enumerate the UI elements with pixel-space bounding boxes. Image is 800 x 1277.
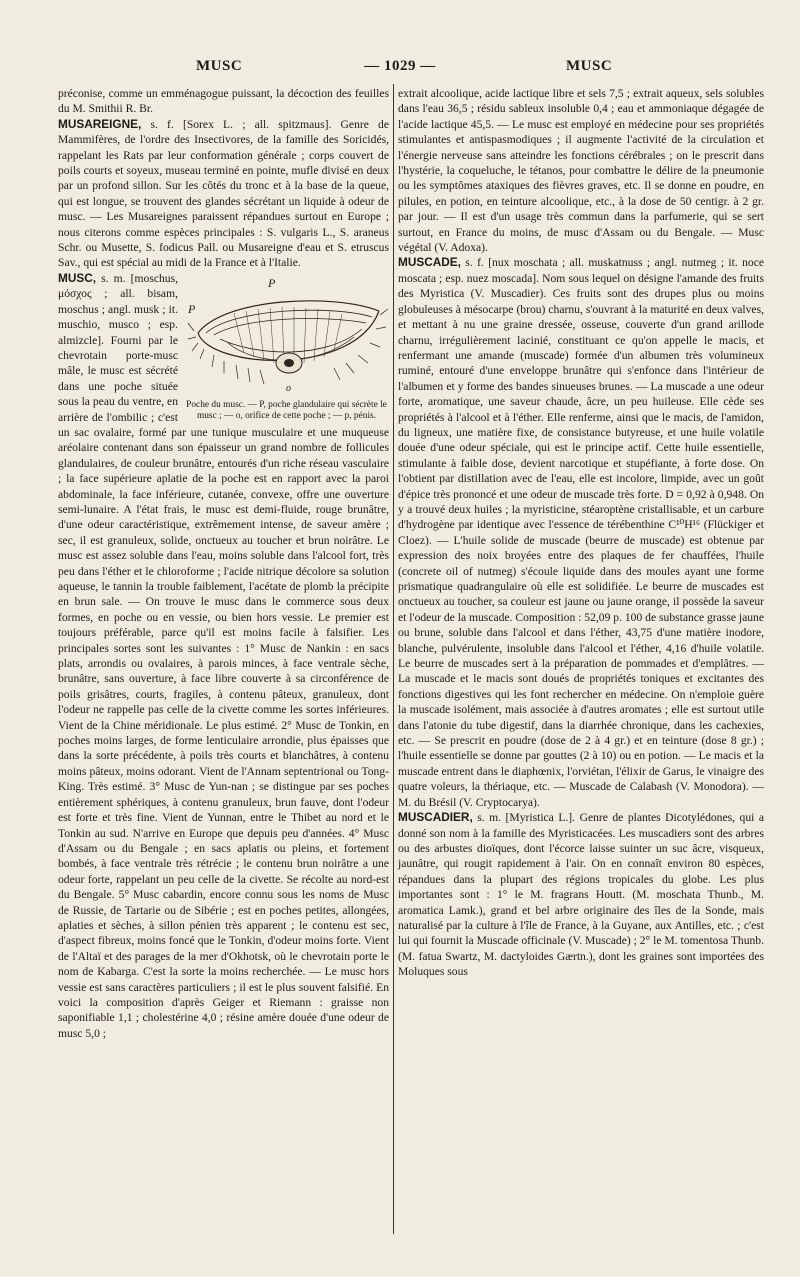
page-number: — 1029 — [364,58,436,74]
musk-pouch-illustration [184,273,389,398]
headword-musc: MUSC, [58,270,97,285]
left-column [58,86,389,1041]
figure-caption: Poche du musc. — P, poche glandulaire qui sécrète le musc ; — o, orifice de cette poche ; — p, pénis. [186,399,387,421]
headword-muscade: MUSCADE, [398,255,461,270]
entry-musc-continued: extrait alcoolique, acide lactique libre et sels 7,5 ; extrait aqueux, sels solubles dans l'eau 36,5 ; résidu sableux insoluble 0,4 ; eau et ammoniaque dégagée de l'acide lactique 45,5. — Le musc est employé en médecine pour ses propriétés stimulantes et antispasmodiques ; il augmente l'activité de la circulation et l'énergie nerveuse sans atteindre les fonctions cérébrales ; on le prescrit dans l'hystérie, la coqueluche, le tétanos, pour combattre le délire de la pneumonie ou les symptômes ataxiques des fièvres graves, etc. Il se donne en poudre, en pilules, en potion, en teinture alcoolique, etc., à la dose de 50 centigr. à 2 gr. par jour. — Il est d'un usage très commun dans la parfumerie, qui se sert surtout, en France du moins, de musc d'Assam ou du Bengale. — Musc végétal (V. Adoxa). [398,87,764,255]
headword-muscadier: MUSCADIER, [398,810,473,825]
entry-musareigne [58,117,389,271]
entry-muscadier [398,810,764,979]
running-head-right: MUSC [566,58,613,74]
definition-muscade: s. f. [nux moschata ; all. muskatnuss ; angl. nutmeg ; it. noce moscata ; esp. nuez moscada]. Nom sous lequel on désigne l'amande des fruits des Myristica (V. Muscadier). Ces fruits sont des drupes plus ou moins globuleuses à mésocarpe (brou) charnu, s'ouvrant à la maturité en deux valves, et mettant à nu une graine dressée, osseuse, couverte d'un grand arillode charnu, irrégulièrement lacinié, constituant ce qu'on appelle le macis, et renfermant une amande (muscade) formée d'un albumen très volumineux ruminé, entouré d'une enveloppe brunâtre qui s'enfonce dans l'intérieur de l'albumen et y forme des bandes sinueuses brunes. — La muscade a une odeur forte, aromatique, une saveur chaude, âcre, un peu huileuse. Elle cède ses propriétés à l'alcool et à l'éther. Elle renferme, ainsi que le macis, de l'amidon, du ligneux, une matière fixe, de consistance butyreuse, et une huile volatile douée d'une odeur spéciale, qui est le principe actif. Cette huile essentielle, stimulante à faible dose, devient narcotique et stupéfiante, à forte dose. On l'obtient par distillation avec de l'eau, elle est incolore, limpide, avec un goût d'épice très prononcé et une odeur de muscade très forte. D = 0,92 à 0,948. On y a trouvé deux huiles ; la myristicine, stéaroptène cristallisable, et un carbure d'hydrogène par identique avec l'essence de térébenthine C¹⁰H¹⁶ (Flückiger et Cloez). — L'huile solide de muscade (beurre de muscade) est obtenue par expression des noix broyées entre des plaques de fer chauffées, l'huile (concrete oil of nutmeg) s'écoule liquide dans des moules ayant une forme prismatique quadrangulaire où elle est solidifiée. Le beurre de muscades est onctueux au toucher, sa couleur est jaune ou jaune orange, il possède la saveur et l'odeur de la muscade. Composition : 52,09 p. 100 de substance grasse jaune ou brune, soluble dans l'alcool et dans l'éther, 43,75 d'une matière inodore, blanche, pulvérulente, insoluble dans l'alcool et l'éther, 4,16 d'huile volatile. Le beurre de muscades sert à la préparation de pommades et d'emplâtres. — La muscade et le macis sont doués de propriétés toniques et excitantes des fonctions digestives qui les font rechercher en médecine. On n'emploie guère la muscade isolément, mais associée à d'autres aromates ; elle est surtout utile dans l'atonie du tube digestif, dans la diarrhée chronique, dans les cachexies, etc. — Se prescrit en poudre (dose de 2 à 4 gr.) et en teinture (dose 8 gr.) ; l'huile essentielle se donne par gouttes (2 à 10) ou en potion. — Le macis et la muscade entrent dans le diaphœnix, l'orviétan, l'élixir de Garus, le vinaigre des quatre voleurs, la thériaque, etc. — Muscade de Calabash (V. Monodora). — M. du Brésil (V. Cryptocarya). [398,256,764,809]
label-o: o [286,382,291,394]
definition-musc: s. m. [moschus, μόσχος ; all. bisam, moschus ; angl. musk ; it. muschio, musco ; esp. almizcle]. Fourni par le chevrotain porte-musc mâle, le musc est sécrété dans une poche située sous la peau du ventre, en arrière de l'ombilic ; c'est un sac ovalaire, formé par une tunique musculaire et une muqueuse aréolaire contenant dans son épaisseur un grand nombre de follicules glandulaires, de couleur brunâtre, entourés d'un riche réseau vasculaire ; la face supérieure aplatie de la poche est en rapport avec la paroi abdominale, la face inférieure, cutanée, convexe, offre une ouverture semi-lunaire. A l'état frais, le musc est demi-fluide, rouge brunâtre, d'une odeur caractéristique, extrêmement intense, de saveur amère ; sec, il est granuleux, solide, onctueux au toucher et brun noirâtre. Le musc est assez soluble dans l'eau, moins soluble dans l'alcool fort, très peu dans l'éther et le chloroforme ; l'acide nitrique décolore sa solution aqueuse, le tannin la trouble faiblement, l'acétate de plomb la précipite en brun sale. — On trouve le musc dans le commerce sous deux formes, en poche ou en vessie, ou bien hors vessie. Le premier est toujours préférable, parce qu'il est moins facile à falsifier. Les principales sortes sont les suivantes : 1° Musc de Nankin : en sacs plats, arrondis ou ovalaires, à parois minces, à face ventrale sèche, brunâtre, sans ouverture, à face libre couverte à sa circonférence de poils grisâtres, courts, fragiles, à contenu pâteux, granuleux, dont l'odeur ne rappelle pas celle de la civette comme les sortes inférieures. Vient de la Chine méridionale. Le plus estimé. 2° Musc de Tonkin, en poches moins larges, de forme lenticulaire arrondie, plus épaisses que dans la sorte précédente, à poils très courts et blanchâtres, à contenu moins pâteux, moins odorant. Vient de l'Annam septentrional ou Tong-King. Très estimé. 3° Musc de Yun-nan ; se distingue par ses poches entièrement sphériques, à contenu granuleux, brun fauve, dont l'odeur est forte et très fine. Vient de Yunnan, entre le Thibet au nord et le Tonkin au sud. N'arrive en Europe que depuis peu d'années. 4° Musc d'Assam ou du Bengale ; en sacs aplatis ou pleins, et fortement bombés, à face ventrale très rétrécie ; le contenu brun noirâtre a une odeur forte, rappelant un peu celle de la civette. Se récolte au nord-est du Bengale. 5° Musc cabardin, encore connu sous les noms de Musc de Russie, de Tartarie ou de Sibérie ; est en poches petites, allongées, aplaties et sèches, à sillon pénien très apparent ; le contenu est sec, d'aspect fibreux, moins foncé que le Tonkin, d'odeur moins forte. Vient de l'Altaï et des parages de la mer d'Okhotsk, où le chevrotain porte le nom de Kabarga. C'est la sorte la moins recherchée. — Le musc hors vessie est sans caractères particuliers ; il est le plus souvent falsifié. En voici la composition d'après Geiger et Riemann : graisse non saponifiable 1,1 ; cholestérine 4,0 ; résine amère douée d'une odeur de musc 5,0 ; [58,271,389,1040]
definition-musareigne: s. f. [Sorex L. ; all. spitzmaus]. Genre de Mammifères, de l'ordre des Insectivores, de la famille des Soricidés, rappelant les Rats par leur conformation générale ; corps couvert de poils courts et soyeux, museau terminé en pointe, mufle divisé en deux par un profond sillon. Sur les côtés du tronc et à la base de la queue, qui est longue, se trouvent des glandes sécrétant un liquide à odeur de musc. — Les Musareignes paraissent répandues surtout en Europe ; nous citerons comme espèces principales : S. vulgaris L., S. araneus Schr. ou Musette, S. fodicus Pall. ou Musareigne d'eau et S. etruscus Sav., qui est spécial au midi de la France et à l'Italie. [58,117,389,270]
headword-musareigne: MUSAREIGNE, [58,116,142,131]
entry-muscade [398,255,764,810]
definition-muscadier: s. m. [Myristica L.]. Genre de plantes Dicotylédones, qui a donné son nom à la famille des Myristicacées. Les muscadiers sont des arbres ou des arbustes dioïques, dont l'écorce laisse suinter un suc âcre, visqueux, jaunâtre, qui rougit rapidement à l'air. On en connaît environ 80 espèces, répandues dans la plupart des régions tropicales du globe. Les plus importantes sont : 1° le M. fragrans Houtt. (M. moschata Thunb., M. aromatica Lamk.), grand et bel arbre originaire des îles de la Sonde, mais naturalisé par la culture à l'île de France, à la Guyane, aux Antilles, etc. ; c'est lui qui fournit la Muscade officinale (V. Muscade) ; 2° le M. tomentosa Thunb. (M. fatua Swartz, M. dactyloides Gærtn.), dont les graines sont importées des Moluques sous [398,811,764,979]
running-head-left: MUSC [196,58,243,74]
label-p-top: P [268,275,276,290]
right-column [398,86,764,980]
column-divider [393,84,394,1234]
figure-musk-pouch [184,273,389,422]
label-p-left: P [188,301,196,316]
entry-continuation: préconise, comme un emménagogue puissant, la décoction des feuilles du M. Smithii R. Br. [58,87,389,116]
